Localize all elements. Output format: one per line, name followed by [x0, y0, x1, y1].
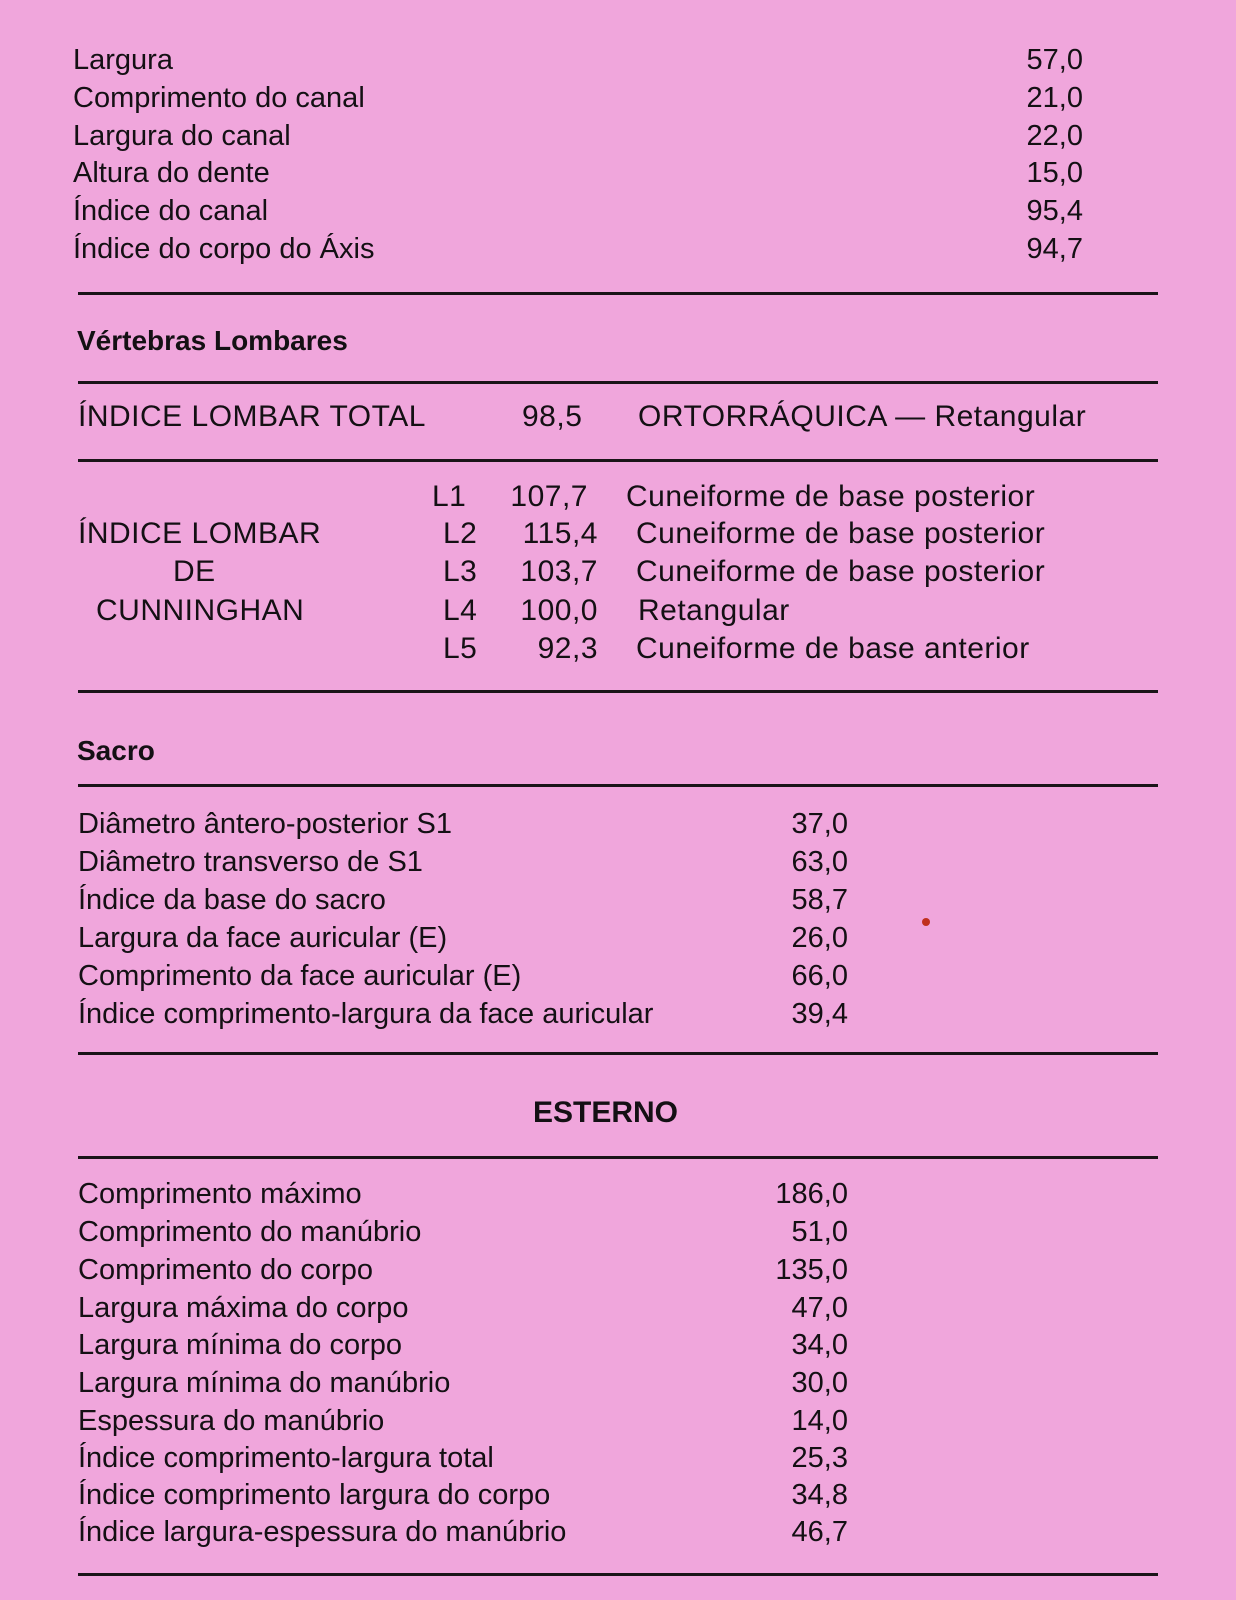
- esterno-label: Largura mínima do corpo: [78, 1329, 402, 1361]
- axis-label: Comprimento do canal: [73, 82, 365, 114]
- sacro-value: 66,0: [791, 960, 848, 992]
- vertebra-value: 100,0: [520, 594, 598, 627]
- vertebra-value: 92,3: [537, 632, 598, 665]
- esterno-value: 46,7: [791, 1516, 848, 1548]
- axis-value: 21,0: [1026, 82, 1083, 114]
- esterno-value: 34,8: [791, 1479, 848, 1511]
- red-ink-dot: [922, 918, 930, 926]
- sacro-label: Diâmetro transverso de S1: [78, 846, 423, 878]
- axis-label: Largura: [73, 44, 173, 76]
- sacro-value: 26,0: [791, 922, 848, 954]
- cunningham-label-line1: ÍNDICE LOMBAR: [78, 517, 322, 550]
- esterno-label: Comprimento máximo: [78, 1178, 362, 1210]
- vertebra-label: L1: [432, 480, 467, 513]
- indice-lombar-total-class: ORTORRÁQUICA — Retangular: [638, 400, 1087, 433]
- esterno-label: Largura mínima do manúbrio: [78, 1367, 451, 1399]
- sacro-label: Largura da face auricular (E): [78, 922, 448, 954]
- indice-lombar-total-value: 98,5: [522, 400, 583, 433]
- axis-value: 15,0: [1026, 157, 1083, 189]
- divider: [78, 1052, 1158, 1055]
- esterno-label: Comprimento do manúbrio: [78, 1216, 422, 1248]
- esterno-label: Índice comprimento largura do corpo: [78, 1479, 551, 1511]
- vertebra-shape: Cuneiforme de base posterior: [636, 517, 1046, 550]
- divider: [78, 1156, 1158, 1159]
- divider: [78, 459, 1158, 462]
- axis-label: Altura do dente: [73, 157, 270, 189]
- sacro-label: Índice comprimento-largura da face auricular: [78, 998, 654, 1030]
- esterno-value: 34,0: [791, 1329, 848, 1361]
- vertebra-shape: Cuneiforme de base anterior: [636, 632, 1030, 665]
- esterno-label: Largura máxima do corpo: [78, 1292, 409, 1324]
- esterno-label: Comprimento do corpo: [78, 1254, 373, 1286]
- vertebra-label: L2: [443, 517, 478, 550]
- esterno-label: Índice largura-espessura do manúbrio: [78, 1516, 567, 1548]
- section-heading-esterno: ESTERNO: [533, 1096, 679, 1129]
- vertebra-label: L4: [443, 594, 478, 627]
- vertebra-shape: Cuneiforme de base posterior: [636, 555, 1046, 588]
- esterno-label: Índice comprimento-largura total: [78, 1442, 494, 1474]
- divider: [78, 1573, 1158, 1576]
- esterno-value: 25,3: [791, 1442, 848, 1474]
- divider: [78, 292, 1158, 295]
- cunningham-label-line2: DE: [173, 555, 216, 588]
- sacro-value: 37,0: [791, 808, 848, 840]
- section-heading-lombares: Vértebras Lombares: [77, 325, 348, 356]
- axis-label: Largura do canal: [73, 120, 291, 152]
- esterno-value: 51,0: [791, 1216, 848, 1248]
- sacro-value: 39,4: [791, 998, 848, 1030]
- divider: [78, 381, 1158, 384]
- esterno-value: 186,0: [775, 1178, 848, 1210]
- vertebra-shape: Cuneiforme de base posterior: [626, 480, 1036, 513]
- axis-value: 57,0: [1026, 44, 1083, 76]
- sacro-label: Índice da base do sacro: [78, 884, 386, 916]
- vertebra-value: 103,7: [520, 555, 598, 588]
- axis-value: 22,0: [1026, 120, 1083, 152]
- esterno-value: 47,0: [791, 1292, 848, 1324]
- esterno-value: 14,0: [791, 1405, 848, 1437]
- sacro-value: 58,7: [791, 884, 848, 916]
- indice-lombar-total-label: ÍNDICE LOMBAR TOTAL: [78, 400, 426, 433]
- axis-value: 95,4: [1026, 195, 1083, 227]
- vertebra-shape: Retangular: [638, 594, 790, 627]
- axis-label: Índice do canal: [73, 195, 269, 227]
- sacro-label: Diâmetro ântero-posterior S1: [78, 808, 452, 840]
- esterno-value: 135,0: [775, 1254, 848, 1286]
- esterno-value: 30,0: [791, 1367, 848, 1399]
- esterno-label: Espessura do manúbrio: [78, 1405, 385, 1437]
- vertebra-value: 115,4: [522, 517, 598, 550]
- axis-label: Índice do corpo do Áxis: [73, 233, 375, 265]
- vertebra-label: L3: [443, 555, 478, 588]
- cunningham-label-line3: CUNNINGHAN: [96, 594, 305, 627]
- axis-value: 94,7: [1026, 233, 1083, 265]
- section-heading-sacro: Sacro: [77, 735, 155, 766]
- divider: [78, 690, 1158, 693]
- sacro-value: 63,0: [791, 846, 848, 878]
- sacro-label: Comprimento da face auricular (E): [78, 960, 522, 992]
- vertebra-value: 107,7: [510, 480, 588, 513]
- divider: [78, 784, 1158, 787]
- vertebra-label: L5: [443, 632, 478, 665]
- bleed-through: [420, 38, 900, 68]
